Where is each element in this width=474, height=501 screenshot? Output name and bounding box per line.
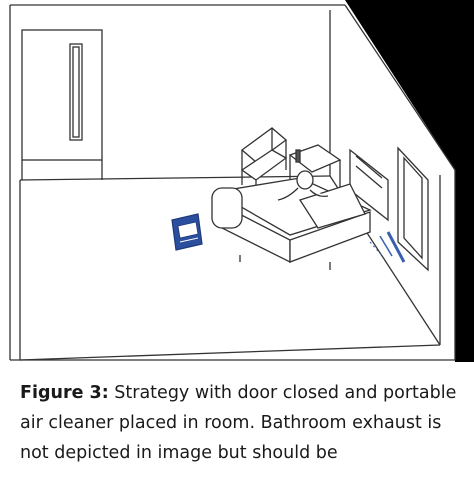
chair [242, 128, 286, 190]
patient-bed [212, 171, 370, 270]
door-window [70, 44, 82, 140]
caption-text: Strategy with door closed and portable air cleaner placed in room. Bathroom exhaust is not depicted in image but should be [20, 383, 457, 463]
door [22, 30, 102, 180]
airflow-exhaust-marks [370, 232, 404, 262]
caption-label: Figure 3: [20, 383, 109, 403]
figure-caption [20, 378, 465, 468]
portable-air-cleaner [172, 214, 202, 250]
